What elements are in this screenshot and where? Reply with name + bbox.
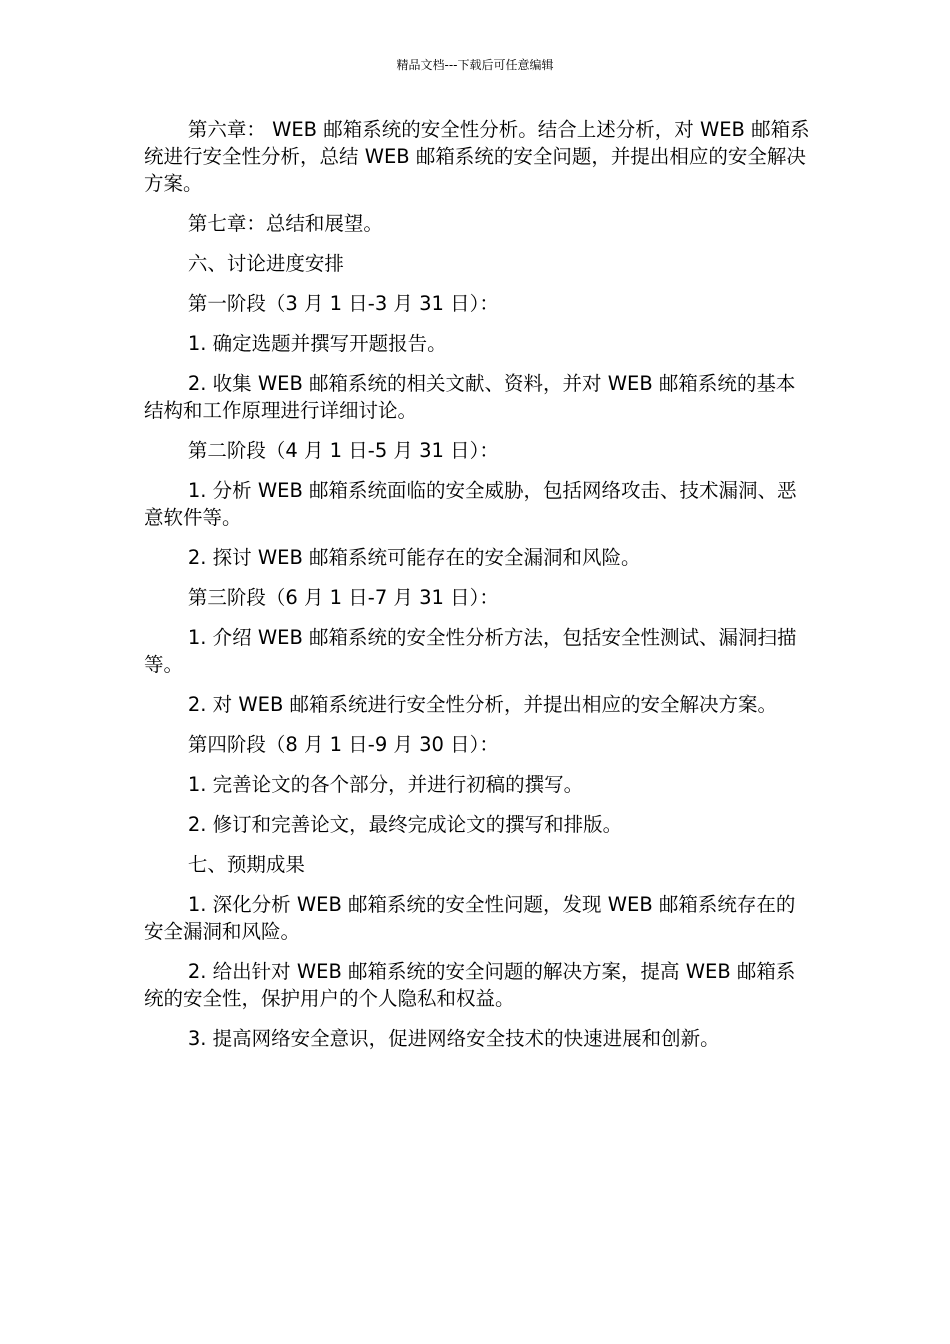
paragraph-chapter-seven: 第七章：总结和展望。 xyxy=(187,212,383,235)
section-heading-expected-results: 七、预期成果 xyxy=(187,853,305,876)
stage-one-item-2: 2. 收集 WEB 邮箱系统的相关文献、资料，并对 WEB 邮箱系统的基本结构和工作原理进行详细讨论。 xyxy=(144,372,796,422)
page-header: 精品文档---下载后可任意编辑 xyxy=(396,58,554,72)
stage-two-item-1: 1. 分析 WEB 邮箱系统面临的安全威胁，包括网络攻击、技术漏洞、恶意软件等。 xyxy=(144,479,797,529)
expected-result-1: 1. 深化分析 WEB 邮箱系统的安全性问题，发现 WEB 邮箱系统存在的安全漏洞和风险。 xyxy=(144,893,796,943)
stage-four-item-1: 1. 完善论文的各个部分，并进行初稿的撰写。 xyxy=(187,773,584,796)
stage-two-item-2: 2. 探讨 WEB 邮箱系统可能存在的安全漏洞和风险。 xyxy=(187,546,641,569)
stage-three-item-1: 1. 介绍 WEB 邮箱系统的安全性分析方法，包括安全性测试、漏洞扫描等。 xyxy=(144,626,797,676)
expected-result-2: 2. 给出针对 WEB 邮箱系统的安全问题的解决方案，提高 WEB 邮箱系统的安全性，保护用户的个人隐私和权益。 xyxy=(144,960,796,1010)
expected-result-3: 3. 提高网络安全意识，促进网络安全技术的快速进展和创新。 xyxy=(187,1027,720,1050)
section-heading-schedule: 六、讨论进度安排 xyxy=(187,252,344,275)
document-body xyxy=(144,116,810,1065)
stage-one-heading: 第一阶段（3 月 1 日-3 月 31 日）： xyxy=(187,292,499,315)
stage-one-item-1: 1. 确定选题并撰写开题报告。 xyxy=(187,332,447,355)
stage-two-heading: 第二阶段（4 月 1 日-5 月 31 日）： xyxy=(187,439,499,462)
paragraph-chapter-six: 第六章： WEB 邮箱系统的安全性分析。结合上述分析，对 WEB 邮箱系统进行安全性分析，总结 WEB 邮箱系统的安全问题，并提出相应的安全解决方案。 xyxy=(144,118,810,195)
stage-three-item-2: 2. 对 WEB 邮箱系统进行安全性分析，并提出相应的安全解决方案。 xyxy=(187,693,778,716)
stage-four-heading: 第四阶段（8 月 1 日-9 月 30 日）： xyxy=(187,733,499,756)
stage-three-heading: 第三阶段（6 月 1 日-7 月 31 日）： xyxy=(187,586,499,609)
stage-four-item-2: 2. 修订和完善论文，最终完成论文的撰写和排版。 xyxy=(187,813,623,836)
